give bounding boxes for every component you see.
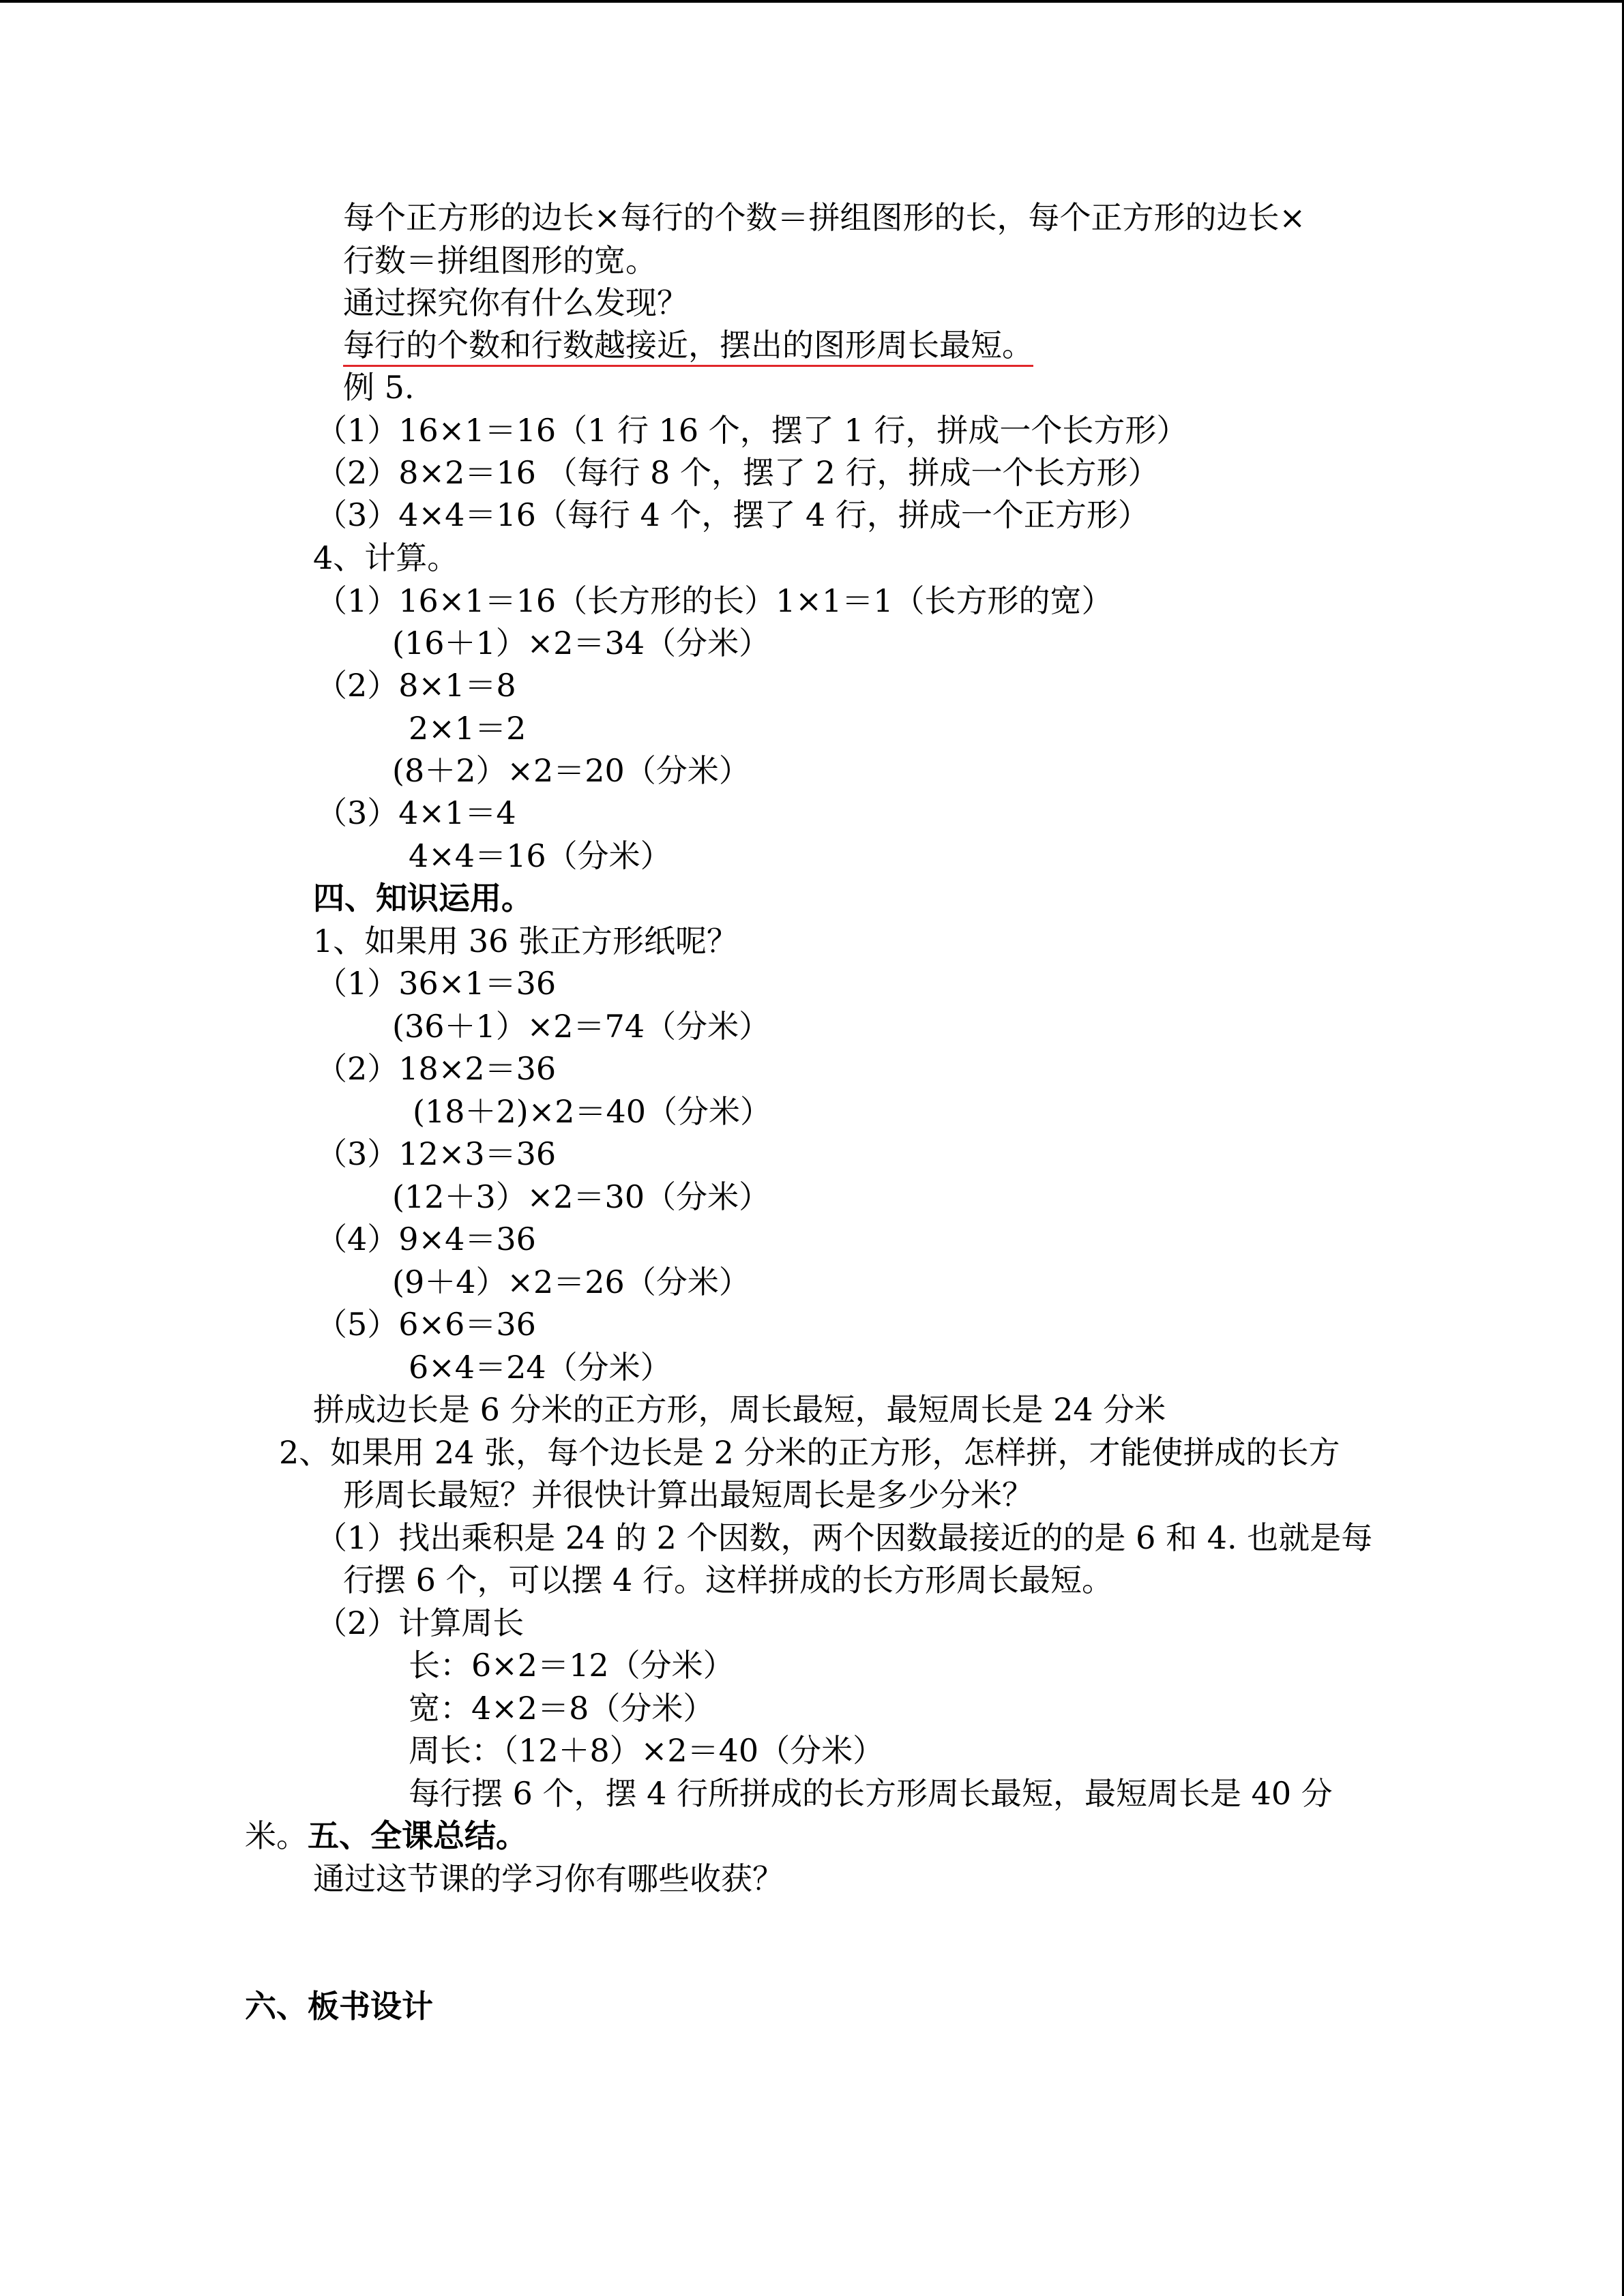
text-line: （2）18×2＝36 bbox=[316, 1050, 557, 1087]
text-line: 宽：4×2＝8（分米） bbox=[409, 1690, 715, 1727]
text-line: 每个正方形的边长×每行的个数＝拼组图形的长，每个正方形的边长× bbox=[343, 199, 1306, 236]
text-line: (18＋2)×2＝40（分米） bbox=[413, 1093, 772, 1130]
text-line: 4、计算。 bbox=[313, 539, 459, 576]
text-line: 形周长最短？并很快计算出最短周长是多少分米？ bbox=[343, 1476, 1033, 1513]
text-line: 2×1＝2 bbox=[409, 710, 527, 747]
text-line: 通过探究你有什么发现？ bbox=[343, 284, 688, 321]
text-line: 每行摆 6 个，摆 4 行所拼成的长方形周长最短，最短周长是 40 分 bbox=[409, 1775, 1333, 1812]
text-line: 行数＝拼组图形的宽。 bbox=[343, 242, 657, 279]
text-line: （3）4×4＝16（每行 4 个，摆了 4 行，拼成一个正方形） bbox=[316, 496, 1149, 533]
text-line: 通过这节课的学习你有哪些收获？ bbox=[313, 1860, 784, 1897]
text-line: （4）9×4＝36 bbox=[316, 1221, 536, 1257]
text-line: (8＋2）×2＝20（分米） bbox=[392, 752, 750, 789]
text-line: 1、如果用 36 张正方形纸呢？ bbox=[313, 923, 739, 959]
text-line: （2）计算周长 bbox=[316, 1605, 525, 1641]
section-heading: 四、知识运用。 bbox=[313, 880, 533, 916]
text-line: 拼成边长是 6 分米的正方形，周长最短，最短周长是 24 分米 bbox=[313, 1391, 1166, 1428]
text-line: （3）12×3＝36 bbox=[316, 1135, 557, 1172]
text-line: （3）4×1＝4 bbox=[316, 794, 516, 831]
text-line: (12＋3）×2＝30（分米） bbox=[392, 1178, 771, 1215]
section-heading: 五、全课总结。 bbox=[308, 1817, 527, 1854]
text-line: （1）36×1＝36 bbox=[316, 965, 557, 1002]
text-line: 周长：（12＋8）×2＝40（分米） bbox=[409, 1732, 885, 1769]
page-top-border bbox=[0, 0, 1624, 3]
text-line: (36＋1）×2＝74（分米） bbox=[392, 1008, 771, 1045]
text-line: （1）找出乘积是 24 的 2 个因数，两个因数最接近的的是 6 和 4. 也就是每 bbox=[316, 1519, 1373, 1556]
text-line: 6×4＝24（分米） bbox=[409, 1349, 672, 1386]
example-heading: 例 5. bbox=[343, 369, 415, 406]
text-line: （1）16×1＝16（1 行 16 个，摆了 1 行，拼成一个长方形） bbox=[316, 412, 1188, 449]
text-line: 行摆 6 个，可以摆 4 行。这样拼成的长方形周长最短。 bbox=[343, 1562, 1114, 1598]
text-fragment: 米。 bbox=[245, 1817, 308, 1854]
text-line: 长：6×2＝12（分米） bbox=[409, 1647, 735, 1684]
text-line: 2、如果用 24 张，每个边长是 2 分米的正方形，怎样拼，才能使拼成的长方 bbox=[279, 1434, 1340, 1471]
text-line: 4×4＝16（分米） bbox=[409, 837, 672, 874]
text-line: （2）8×2＝16 （每行 8 个，摆了 2 行，拼成一个长方形） bbox=[316, 454, 1160, 491]
text-line: (9＋4）×2＝26（分米） bbox=[392, 1264, 750, 1300]
section-heading: 六、板书设计 bbox=[245, 1988, 433, 2025]
underlined-conclusion bbox=[343, 324, 1033, 366]
text-line: （5）6×6＝36 bbox=[316, 1306, 536, 1343]
summary-line bbox=[245, 1815, 527, 1857]
text-line: （2）8×1＝8 bbox=[316, 667, 516, 704]
underlined-text: 每行的个数和行数越接近，摆出的图形周长最短。 bbox=[343, 327, 1033, 367]
text-line: （1）16×1＝16（长方形的长）1×1＝1（长方形的宽） bbox=[316, 582, 1113, 619]
text-line: (16＋1）×2＝34（分米） bbox=[392, 625, 771, 661]
